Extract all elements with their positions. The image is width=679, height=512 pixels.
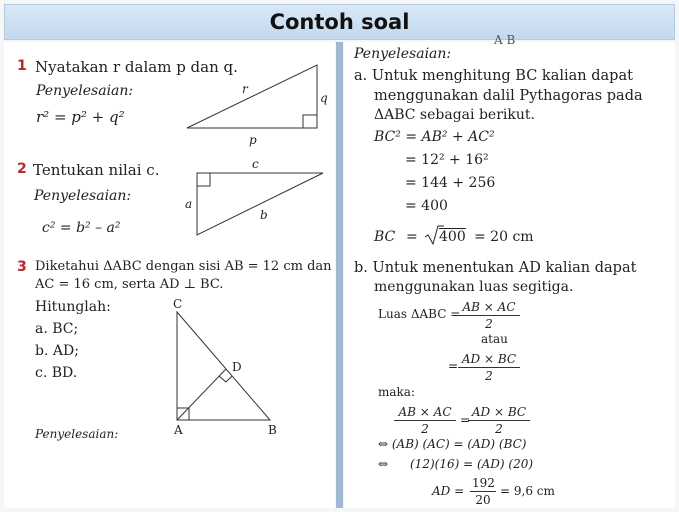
fraction-ad-bc: $\frac{AD \times BC}{2}$ <box>458 352 520 383</box>
solution-label: Penyelesaian: <box>354 46 452 62</box>
top-cutoff-labels: A B <box>494 33 516 47</box>
problem-1-question: Nyatakan r dalam p dan q. <box>35 58 238 76</box>
triangle-2-label-b: b <box>260 208 268 222</box>
problem-1-solution-label: Penyelesaian: <box>36 83 134 99</box>
panel-divider <box>336 42 343 508</box>
problem-3-solution-label-cutoff: Penyelesaian: <box>35 427 119 441</box>
problem-2-solution-label: Penyelesaian: <box>34 188 132 204</box>
equals-sign: = <box>448 359 459 373</box>
iff-symbol-2: ⇔ <box>378 457 389 471</box>
fraction-ab-ac: $\frac{AB \times AC}{2}$ <box>458 300 520 331</box>
problem-2-number: 2 <box>17 161 27 177</box>
part-a-line-2: menggunakan dalil Pythagoras pada <box>374 88 643 104</box>
part-a-line-1: a. Untuk menghitung BC kalian dapat <box>354 68 633 84</box>
triangle-1-label-r: r <box>242 82 248 96</box>
part-a-eq-2: = 12² + 16² <box>405 152 489 168</box>
slide-title-bar <box>4 4 675 40</box>
problem-3-number: 3 <box>17 259 27 275</box>
part-a-eq-5-lhs: BC <box>374 229 396 245</box>
part-a-eq-5-rhs: = 20 cm <box>474 229 534 245</box>
problem-3-item-a: a. BC; <box>35 321 79 337</box>
triangle-3-label-b: B <box>268 423 277 437</box>
triangle-3-label-d: D <box>232 360 242 374</box>
triangle-2-label-c: c <box>252 157 259 171</box>
maka-label: maka: <box>378 385 416 399</box>
part-b-line-1: b. Untuk menentukan AD kalian dapat <box>354 260 637 276</box>
equals-sign-2: = <box>460 413 471 427</box>
triangle-3-label-a: A <box>174 423 183 437</box>
part-a-eq-3: = 144 + 256 <box>405 175 496 191</box>
triangle-3-label-c: C <box>173 297 183 311</box>
part-a-eq-5-radicand: 400 <box>439 229 466 245</box>
part-a-eq-4: = 400 <box>405 198 448 214</box>
triangle-1-label-p: p <box>249 133 257 147</box>
iff-line-2: (12)(16) = (AD) (20) <box>410 457 534 471</box>
problem-3-item-b: b. AD; <box>35 343 79 359</box>
slide-title: Contoh soal <box>269 10 410 34</box>
luas-label: Luas ΔABC = <box>378 307 461 321</box>
right-panel <box>344 33 675 508</box>
fraction-ab-ac-2: $\frac{AB \times AC}{2}$ <box>394 405 456 436</box>
ad-rhs: = 9,6 cm <box>500 484 555 498</box>
problem-3-line-2: AC = 16 cm, serta AD ⊥ BC. <box>35 277 224 292</box>
problem-2-formula: c² = b² – a² <box>42 220 121 236</box>
triangle-2-label-a: a <box>185 197 193 211</box>
problem-3-item-c: c. BD. <box>35 365 78 381</box>
problem-3-hitunglah: Hitunglah: <box>35 299 111 315</box>
problem-1-formula: r² = p² + q² <box>36 108 125 126</box>
fraction-192-20: $\frac{192}{20}$ <box>472 476 495 507</box>
problem-3-line-1: Diketahui ΔABC dengan sisi AB = 12 cm dan <box>35 259 332 274</box>
fraction-ad-bc-2: $\frac{AD \times BC}{2}$ <box>468 405 530 436</box>
part-a-eq-1: BC² = AB² + AC² <box>374 129 495 145</box>
left-panel <box>4 42 335 508</box>
part-a-eq-5-equals: = <box>406 229 418 245</box>
ad-lhs: AD = <box>432 484 465 498</box>
atau-text: atau <box>481 332 508 346</box>
part-a-line-3: ΔABC sebagai berikut. <box>374 107 535 123</box>
part-b-line-2: menggunakan luas segitiga. <box>374 279 574 295</box>
problem-2-question: Tentukan nilai c. <box>33 161 160 179</box>
triangle-1-label-q: q <box>320 91 328 105</box>
iff-line-1: ⇔ (AB) (AC) = (AD) (BC) <box>378 437 527 451</box>
problem-1-number: 1 <box>17 58 27 74</box>
